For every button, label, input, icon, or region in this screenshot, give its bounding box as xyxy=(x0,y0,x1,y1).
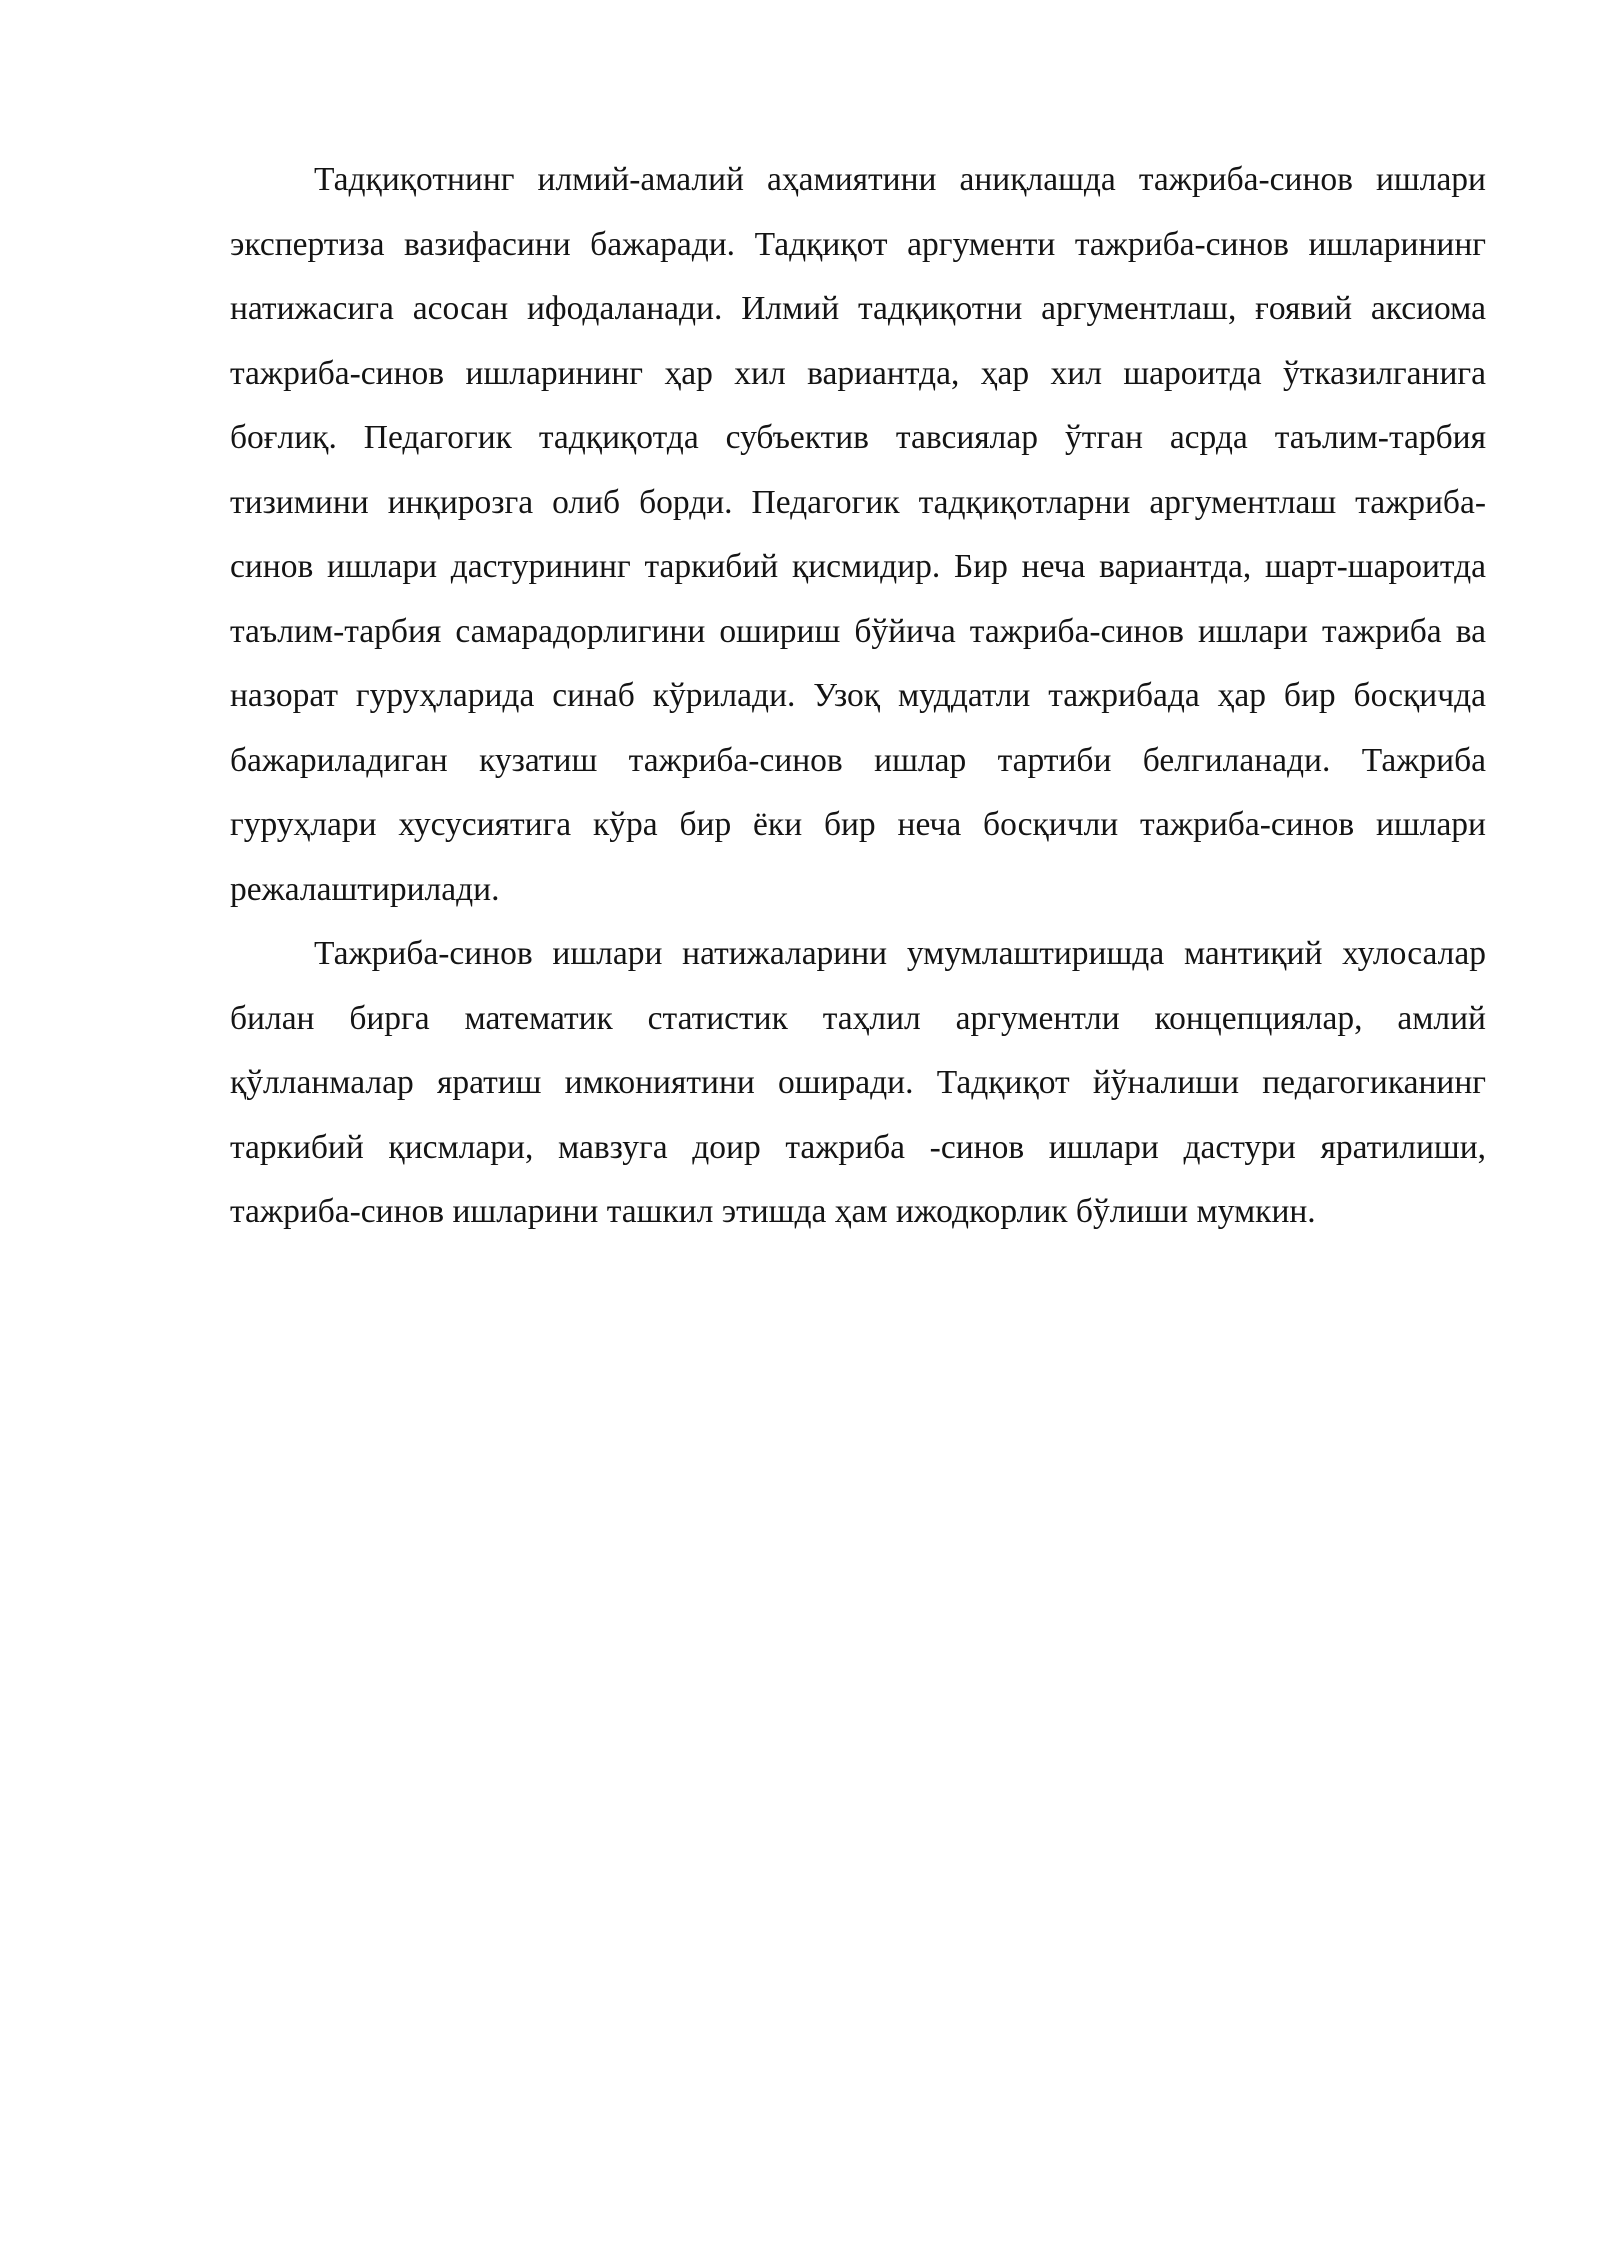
paragraph-2: Тажриба-синов ишлари натижаларини умумлаштиришда мантиқий хулосалар билан бирга математик статистик таҳлил аргументли концепциялар, амлий қўлланмалар яратиш имкониятини оширади. Тадқиқот йўналиши педагогиканинг таркибий қисмлари, мавзуга доир тажриба -синов ишлари дастури яратилиши, тажриба-синов ишларини ташкил этишда ҳам ижодкорлик бўлиши мумкин. xyxy=(230,935,1486,1230)
paragraph-1: Тадқиқотнинг илмий-амалий аҳамиятини аниқлашда тажриба-синов ишлари экспертиза вазифасини бажаради. Тадқиқот аргументи тажриба-синов ишларининг натижасига асосан ифодаланади. Илмий тадқиқотни аргументлаш, ғоявий аксиома тажриба-синов ишларининг ҳар хил вариантда, ҳар хил шароитда ўтказилганига боғлиқ. Педагогик тадқиқотда субъектив тавсиялар ўтган асрда таълим-тарбия тизимини инқирозга олиб борди. Педагогик тадқиқотларни аргументлаш тажриба-синов ишлари дастурининг таркибий қисмидир. Бир неча вариантда, шарт-шароитда таълим-тарбия самарадорлигини ошириш бўйича тажриба-синов ишлари тажриба ва назорат гуруҳларида синаб кўрилади. Узоқ муддатли тажрибада ҳар бир босқичда бажариладиган кузатиш тажриба-синов ишлар тартиби белгиланади. Тажриба гуруҳлари хусусиятига кўра бир ёки бир неча босқичли тажриба-синов ишлари режалаштирилади. xyxy=(230,161,1486,908)
body-text xyxy=(230,148,1486,1245)
